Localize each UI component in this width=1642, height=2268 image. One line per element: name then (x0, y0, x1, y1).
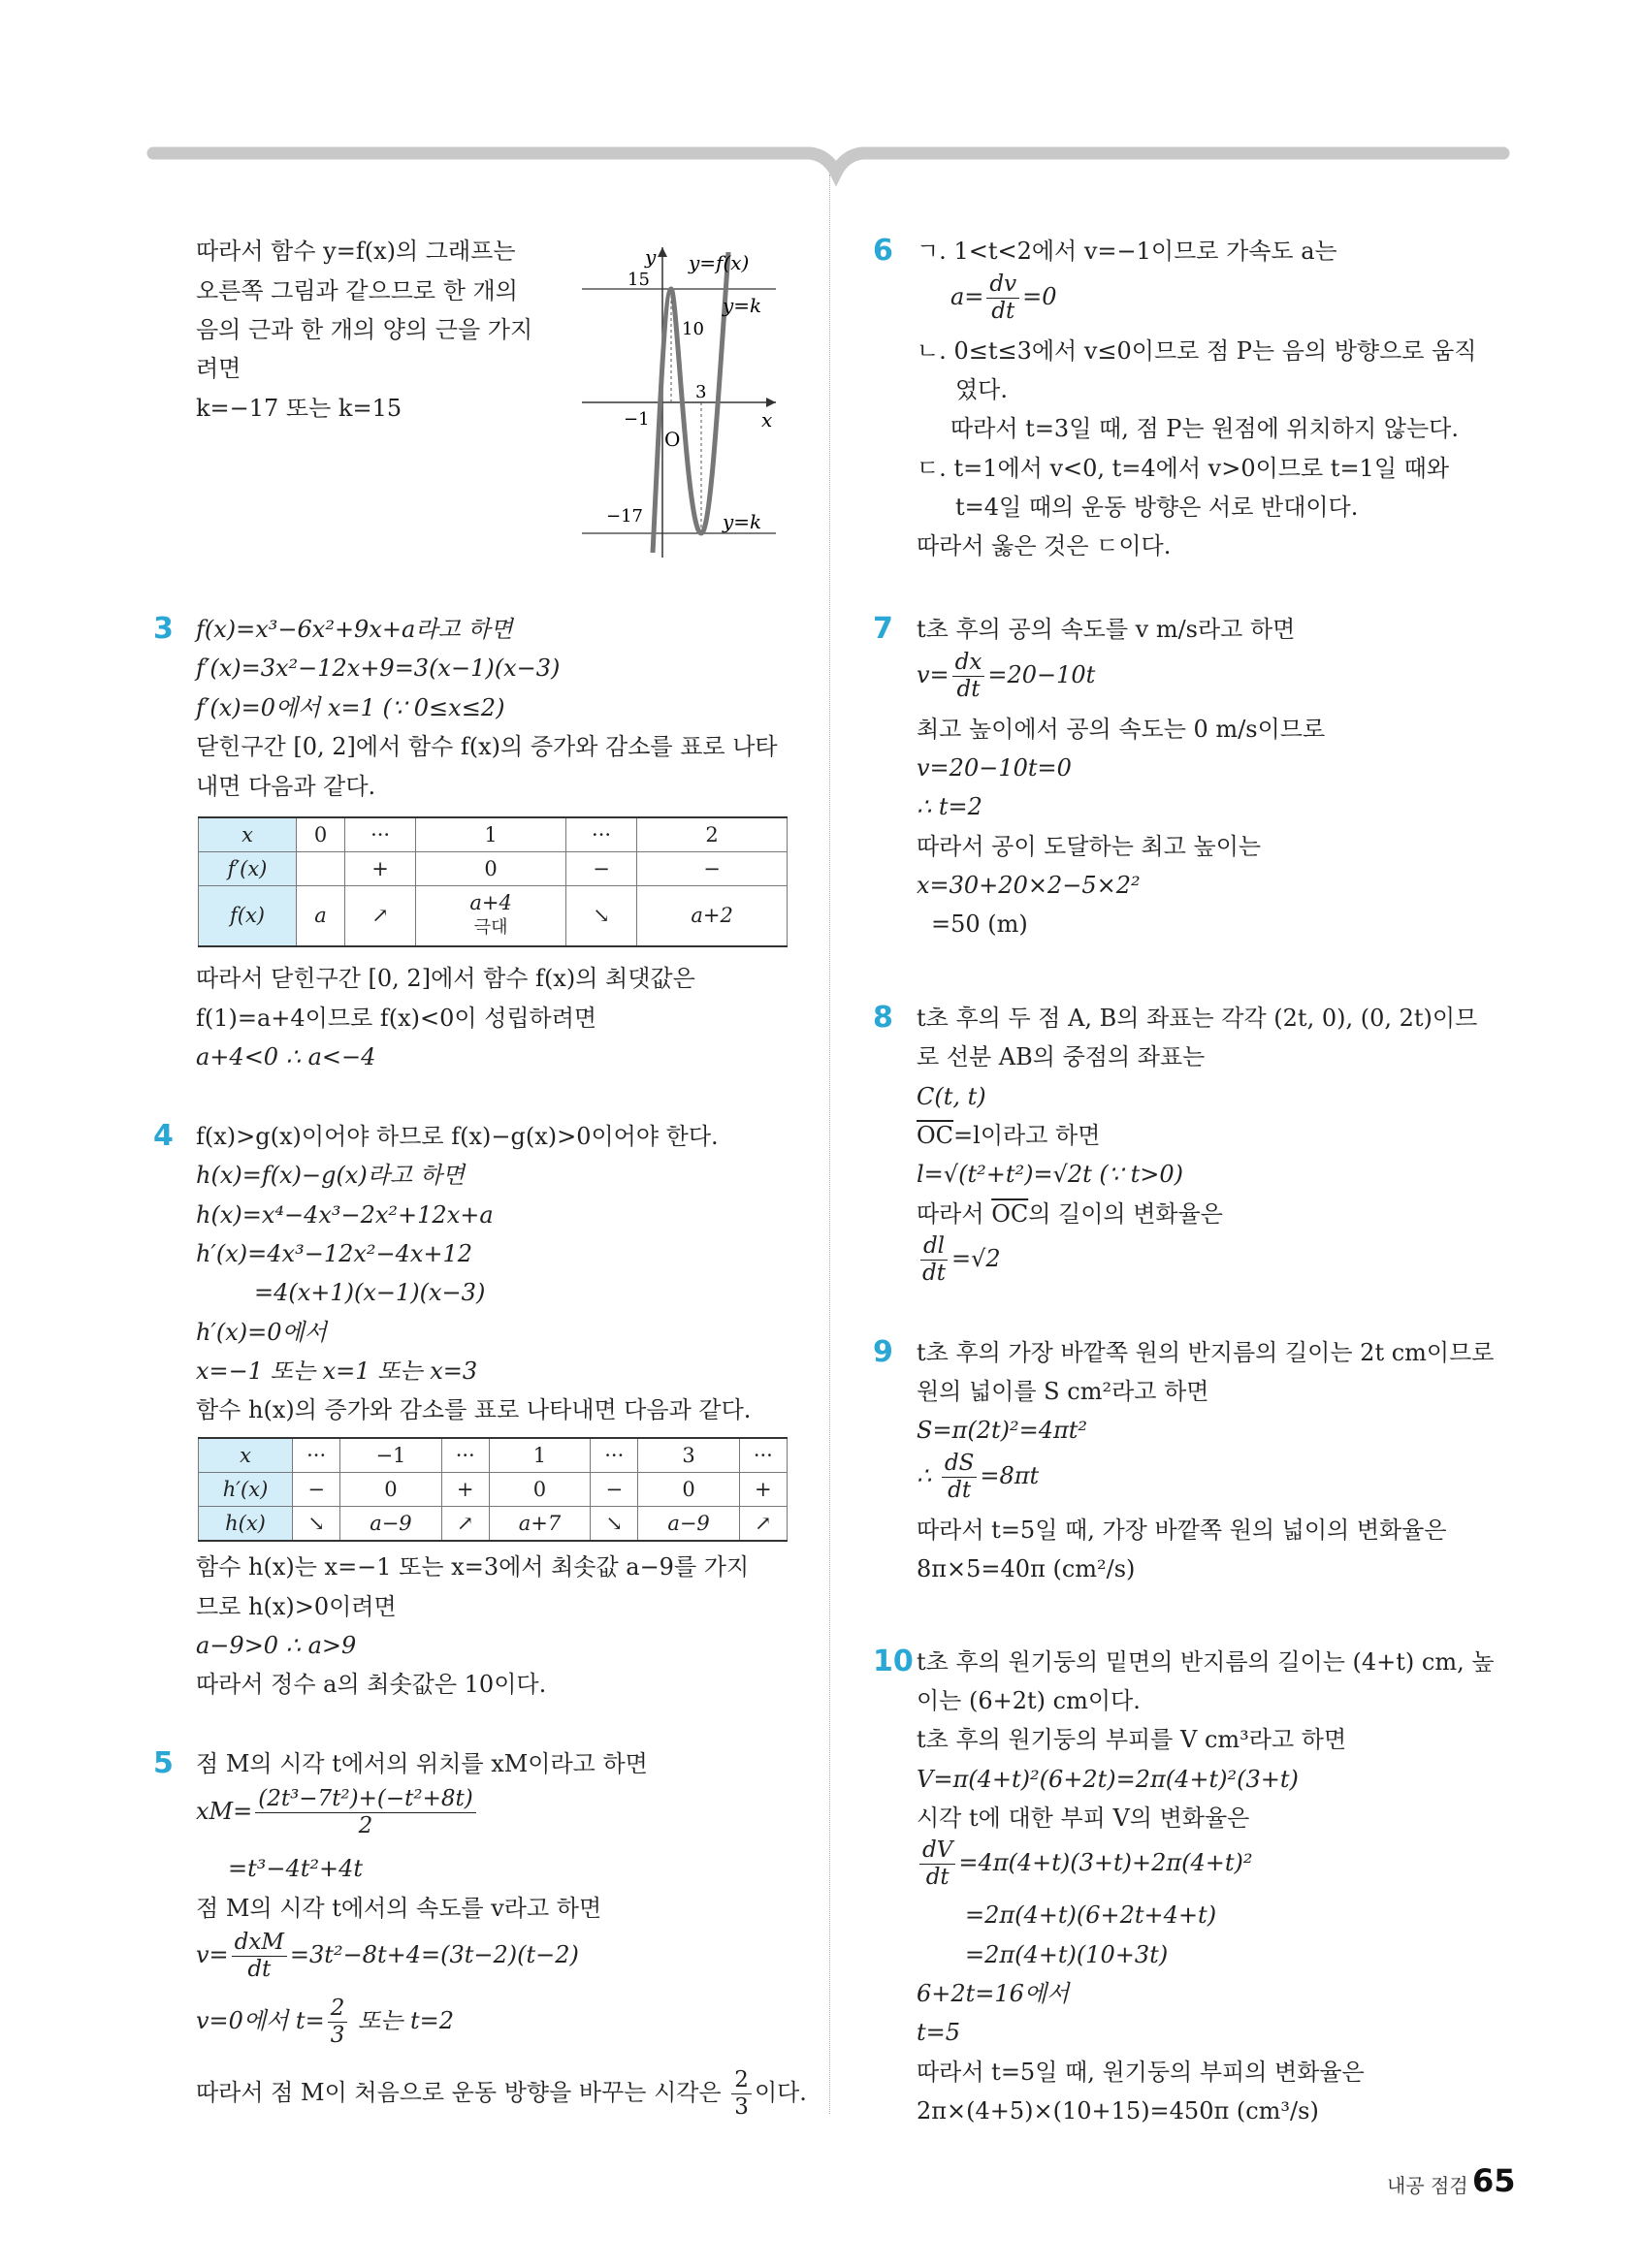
text-line: t=5 (917, 2019, 961, 2046)
text-line: t초 후의 공의 속도를 v m/s라고 하면 (917, 616, 1296, 643)
table-cell: 0 (489, 1473, 590, 1507)
text-line: 따라서 정수 a의 최솟값은 10이다. (196, 1671, 547, 1698)
table-cell: x (199, 1438, 293, 1473)
text-line: 이는 (6+2t) cm이다. (917, 1687, 1141, 1714)
text-line: f(x)>g(x)이어야 하므로 f(x)−g(x)>0이어야 한다. (196, 1123, 719, 1150)
numerator: dV (919, 1839, 955, 1865)
text-line: 최고 높이에서 공의 속도는 0 m/s이므로 (917, 716, 1326, 743)
x-axis-arrow (766, 398, 776, 407)
segment-oc-line (917, 1119, 1100, 1152)
text-line: 므로 h(x)>0이려면 (196, 1593, 397, 1620)
text-line: h(x)=x⁴−4x³−2x²+12x+a (196, 1201, 494, 1229)
formula-rhs: =4π(4+t)(3+t)+2π(4+t)² (958, 1849, 1253, 1876)
table-cell: − (293, 1473, 340, 1507)
text-segment: 이다. (754, 2079, 807, 2106)
problem-number: 8 (873, 1001, 893, 1035)
denominator: 3 (734, 2094, 749, 2120)
table-cell: a (297, 886, 345, 946)
formula-rhs: =3t²−8t+4=(3t−2)(t−2) (289, 1941, 579, 1968)
text-line: 따라서 공이 도달하는 최고 높이는 (917, 833, 1262, 860)
numerator: 2 (328, 1997, 348, 2023)
formula-v (917, 648, 1095, 702)
text-line: 함수 h(x)는 x=−1 또는 x=3에서 최솟값 a−9를 가지 (196, 1553, 750, 1581)
text-line: 따라서 t=3일 때, 점 P는 원점에 위치하지 않는다. (950, 415, 1459, 442)
denominator: dt (948, 1478, 972, 1503)
formula-lhs: a= (950, 283, 984, 310)
text-line: h′(x)=0에서 (196, 1319, 327, 1346)
denominator: dt (925, 1865, 950, 1890)
numerator: dl (920, 1235, 948, 1261)
text-line: 6+2t=16에서 (917, 1980, 1070, 2007)
text-line: l=√(t²+t²)=√2t (∵ t>0) (917, 1161, 1184, 1188)
table-cell: h(x) (199, 1507, 293, 1542)
table-cell: ··· (345, 817, 416, 852)
label-x: x (761, 408, 773, 431)
text-line: v=20−10t=0 (917, 754, 1072, 782)
text-line: 로 선분 AB의 중점의 좌표는 (917, 1043, 1206, 1070)
fraction (986, 273, 1019, 323)
text-line: 오른쪽 그림과 같으므로 한 개의 (196, 277, 518, 304)
table-cell: ··· (591, 1438, 638, 1473)
formula-rhs: =0 (1022, 283, 1057, 310)
table-3 (198, 816, 788, 947)
segment-oc: $\overline{OC}$ (917, 1122, 954, 1149)
table-row (199, 1507, 788, 1542)
numerator: 2 (731, 2069, 752, 2094)
problem-number: 10 (873, 1645, 914, 1678)
numerator: dx (952, 652, 985, 677)
text-line: k=−17 또는 k=15 (196, 395, 402, 422)
table-cell: −1 (340, 1438, 441, 1473)
text-line: 따라서 t=5일 때, 원기둥의 부피의 변화율은 (917, 2059, 1365, 2086)
table-cell: ↗ (739, 1507, 787, 1542)
label-y: y (645, 245, 657, 269)
text-line: 점 M의 시각 t에서의 속도를 v라고 하면 (196, 1895, 602, 1922)
numerator: dv (986, 273, 1019, 299)
text-line: =2π(4+t)(6+2t+4+t) (965, 1901, 1217, 1929)
conclusion-5 (196, 2065, 807, 2120)
fraction (255, 1788, 476, 1837)
table-cell: ↘ (293, 1507, 340, 1542)
text-line: 닫힌구간 [0, 2]에서 함수 f(x)의 증가와 감소를 표로 나타 (196, 733, 778, 760)
table-cell: + (441, 1473, 489, 1507)
formula-lhs: v= (917, 661, 950, 688)
text-line: =t³−4t²+4t (228, 1855, 364, 1882)
fraction (919, 1235, 949, 1285)
text-line: 원의 넓이를 S cm²라고 하면 (917, 1378, 1209, 1405)
text-line: 함수 h(x)의 증가와 감소를 표로 나타내면 다음과 같다. (196, 1396, 752, 1423)
formula-lhs: ∴ (917, 1462, 939, 1489)
table-cell: f(x) (199, 886, 297, 946)
table-cell: h′(x) (199, 1473, 293, 1507)
numerator: (2t³−7t²)+(−t²+8t) (255, 1788, 476, 1813)
table-cell: x (199, 817, 297, 852)
page-number: 65 (1472, 2162, 1516, 2199)
table-cell: a−9 (638, 1507, 739, 1542)
text-line: 따라서 함수 y=f(x)의 그래프는 (196, 238, 516, 265)
text-line: t초 후의 가장 바깥쪽 원의 반지름의 길이는 2t cm이므로 (917, 1339, 1495, 1366)
formula-xm (196, 1782, 479, 1840)
table-row (199, 1473, 788, 1507)
text-line: f(x)=x³−6x²+9x+a라고 하면 (196, 616, 513, 643)
text-line: =4(x+1)(x−1)(x−3) (254, 1279, 486, 1306)
table-4 (198, 1437, 788, 1542)
text-line: 따라서 옳은 것은 ㄷ이다. (917, 532, 1172, 559)
fraction (942, 1453, 977, 1502)
text-line: ∴ t=2 (917, 793, 982, 820)
fraction (919, 1839, 955, 1889)
text-line: 따라서 닫힌구간 [0, 2]에서 함수 f(x)의 최댓값은 (196, 965, 695, 992)
fraction (328, 1997, 348, 2047)
formula-v-zero (196, 1994, 454, 2048)
fraction (232, 1932, 287, 1981)
table-row (199, 852, 788, 886)
problem-number: 6 (873, 234, 893, 268)
text-line: x=30+20×2−5×2² (917, 872, 1141, 899)
max-label: 극대 (473, 917, 508, 939)
label-k-top: y=k (723, 294, 762, 317)
text-line: x=−1 또는 x=1 또는 x=3 (196, 1358, 478, 1385)
table-cell: ··· (565, 817, 636, 852)
table-cell-max (416, 886, 566, 946)
text-line: =2π(4+t)(10+3t) (965, 1941, 1169, 1968)
table-cell: a−9 (340, 1507, 441, 1542)
text-line: f(1)=a+4이므로 f(x)<0이 성립하려면 (196, 1005, 597, 1032)
table-cell: − (591, 1473, 638, 1507)
text-line: t초 후의 원기둥의 부피를 V cm³라고 하면 (917, 1726, 1347, 1753)
text-line: ㄴ. 0≤t≤3에서 v≤0이므로 점 P는 음의 방향으로 움직 (917, 337, 1477, 365)
text-line: 려면 (196, 355, 241, 382)
table-cell: − (565, 852, 636, 886)
footer-label: 내공 점검 (1387, 2174, 1468, 2197)
text-segment: 의 길이의 변화율은 (1028, 1200, 1223, 1228)
fraction (952, 652, 985, 701)
table-cell: 0 (638, 1473, 739, 1507)
fraction (731, 2069, 752, 2119)
table-cell: 0 (340, 1473, 441, 1507)
denominator: dt (991, 299, 1015, 324)
text-segment: 따라서 (917, 1200, 992, 1228)
text-line: ㄱ. 1<t<2에서 v=−1이므로 가속도 a는 (917, 238, 1337, 265)
table-cell: ··· (739, 1438, 787, 1473)
text-line: =50 (m) (931, 910, 1028, 938)
table-cell: − (637, 852, 788, 886)
table-cell: ↗ (441, 1507, 489, 1542)
table-cell: ↘ (565, 886, 636, 946)
problem-number: 7 (873, 612, 893, 646)
rate-oc-line (917, 1198, 1223, 1230)
table-cell: ··· (293, 1438, 340, 1473)
table-cell: 1 (416, 817, 566, 852)
label-origin: O (664, 428, 681, 451)
denominator: 3 (330, 2023, 345, 2048)
denominator: 2 (358, 1813, 373, 1838)
tick-minus-1: −1 (624, 409, 650, 430)
text-line: 내면 다음과 같다. (196, 773, 376, 800)
text-line: f′(x)=3x²−12x+9=3(x−1)(x−3) (196, 655, 561, 682)
text-line: t=4일 때의 운동 방향은 서로 반대이다. (955, 494, 1359, 521)
text-line: t초 후의 원기둥의 밑면의 반지름의 길이는 (4+t) cm, 높 (917, 1648, 1495, 1676)
table-cell: ··· (441, 1438, 489, 1473)
problem-number: 4 (153, 1119, 174, 1153)
formula-rhs: 또는 t=2 (350, 2007, 454, 2034)
denominator: dt (922, 1261, 946, 1286)
segment-oc: $\overline{OC}$ (991, 1200, 1029, 1228)
function-graph (577, 242, 790, 562)
numerator: dxM (232, 1932, 287, 1957)
text-segment: 따라서 점 M이 처음으로 운동 방향을 바꾸는 시각은 (196, 2079, 729, 2106)
table-cell: 0 (416, 852, 566, 886)
text-line: 2π×(4+5)×(10+15)=450π (cm³/s) (917, 2097, 1319, 2124)
text-line: C(t, t) (917, 1083, 986, 1110)
formula-lhs: v= (196, 1941, 229, 1968)
table-row (199, 1438, 788, 1473)
text-line: h′(x)=4x³−12x²−4x+12 (196, 1240, 473, 1267)
problem-number: 3 (153, 612, 174, 646)
max-value: a+4 (469, 891, 512, 915)
formula-ds (917, 1449, 1039, 1503)
table-cell: a+7 (489, 1507, 590, 1542)
denominator: dt (956, 677, 981, 702)
problem-number: 9 (873, 1335, 893, 1369)
table-cell: 1 (489, 1438, 590, 1473)
text-segment: =l이라고 하면 (953, 1122, 1101, 1149)
text-line: f′(x)=0에서 x=1 (∵ 0≤x≤2) (196, 694, 505, 721)
text-line: a+4<0 ∴ a<−4 (196, 1043, 376, 1070)
tick-15: 15 (628, 270, 650, 290)
y-axis-arrow (658, 247, 667, 257)
text-line: t초 후의 두 점 A, B의 좌표는 각각 (2t, 0), (0, 2t)이므 (917, 1005, 1478, 1032)
text-line: 시각 t에 대한 부피 V의 변화율은 (917, 1805, 1250, 1832)
text-line: 였다. (955, 376, 1008, 403)
table-cell: + (739, 1473, 787, 1507)
tick-3: 3 (695, 382, 707, 402)
formula-lhs: v=0에서 t= (196, 2007, 325, 2034)
table-row (199, 817, 788, 852)
table-cell (297, 852, 345, 886)
header-bar (0, 0, 1642, 194)
denominator: dt (247, 1957, 272, 1982)
table-cell: f′(x) (199, 852, 297, 886)
formula-dl (917, 1231, 1001, 1286)
table-cell: 2 (637, 817, 788, 852)
formula-v (196, 1928, 579, 1982)
column-divider (829, 175, 830, 2114)
text-line: V=π(4+t)²(6+2t)=2π(4+t)²(3+t) (917, 1766, 1299, 1793)
formula-rhs: =√2 (950, 1245, 1001, 1272)
formula-dv (917, 1836, 1253, 1890)
label-fx: y=f(x) (689, 251, 750, 274)
text-line: 음의 근과 한 개의 양의 근을 가지 (196, 316, 533, 343)
text-line: 따라서 t=5일 때, 가장 바깥쪽 원의 넓이의 변화율은 (917, 1517, 1447, 1544)
text-line: 8π×5=40π (cm²/s) (917, 1555, 1136, 1582)
formula-lhs: xM= (196, 1798, 253, 1825)
tick-minus-17: −17 (606, 506, 643, 527)
table-cell: + (345, 852, 416, 886)
table-cell: 0 (297, 817, 345, 852)
table-row (199, 886, 788, 946)
table-cell: a+2 (637, 886, 788, 946)
problem-number: 5 (153, 1746, 174, 1780)
text-line: 점 M의 시각 t에서의 위치를 xM이라고 하면 (196, 1750, 648, 1777)
formula-rhs: =20−10t (987, 661, 1096, 688)
text-line: ㄷ. t=1에서 v<0, t=4에서 v>0이므로 t=1일 때와 (917, 455, 1449, 482)
table-cell: ↘ (591, 1507, 638, 1542)
text-line: h(x)=f(x)−g(x)라고 하면 (196, 1162, 466, 1189)
text-line: S=π(2t)²=4πt² (917, 1417, 1088, 1444)
numerator: dS (942, 1453, 977, 1478)
formula-rhs: =8πt (980, 1462, 1040, 1489)
table-cell: ↗ (345, 886, 416, 946)
label-k-bottom: y=k (723, 510, 762, 533)
formula-a (950, 270, 1057, 324)
table-cell: 3 (638, 1438, 739, 1473)
text-line: a−9>0 ∴ a>9 (196, 1632, 357, 1659)
tick-10: 10 (682, 319, 704, 339)
